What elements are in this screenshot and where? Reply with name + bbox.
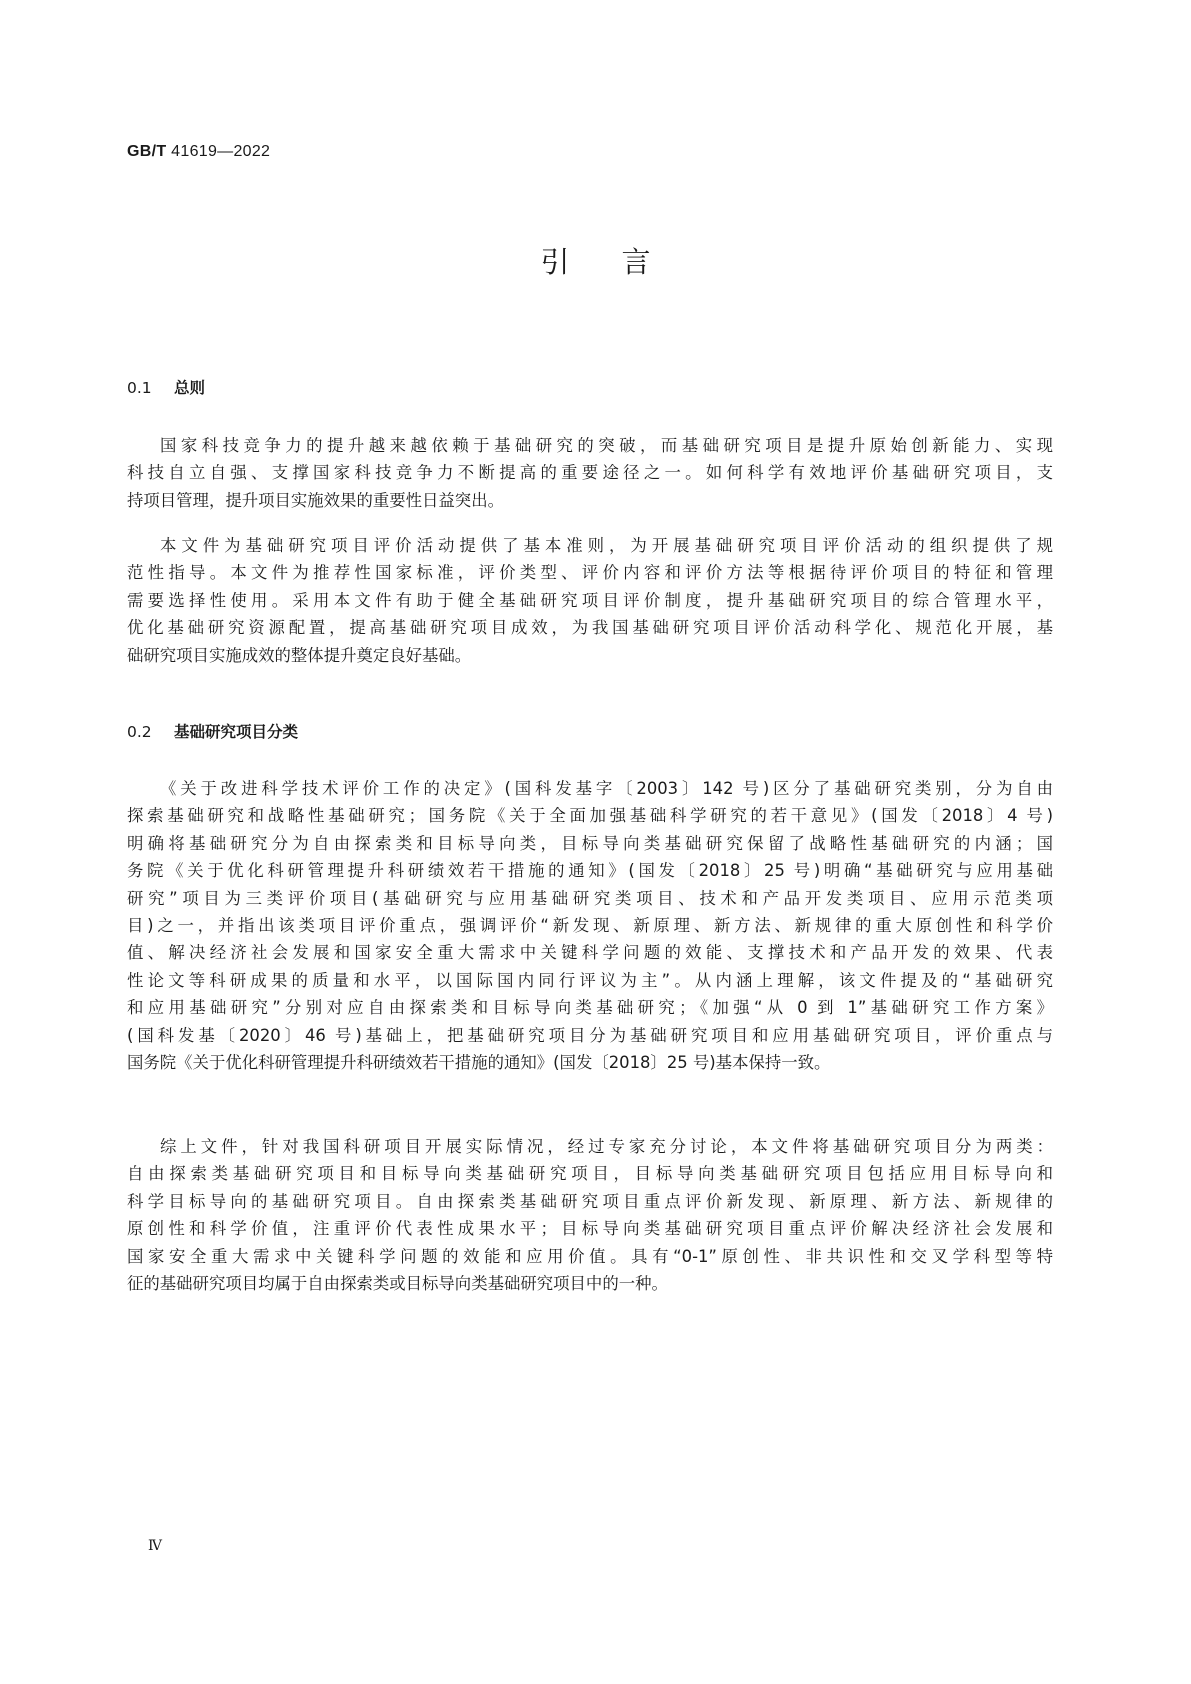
text-line: 征的基础研究项目均属于自由探索类或目标导向类基础研究项目中的一种。 xyxy=(127,1273,668,1293)
text-line: 科技自立自强、支撑国家科技竞争力不断提高的重要途径之一。如何科学有效地评价基础研究项目，支 xyxy=(127,463,1053,483)
section-title: 总则 xyxy=(174,379,206,397)
paragraph xyxy=(127,1133,1053,1297)
standard-number: 41619—2022 xyxy=(171,143,271,160)
text-line: 本文件为基础研究项目评价活动提供了基本准则，为开展基础研究项目评价活动的组织提供了规 xyxy=(160,536,1053,555)
text-line: 目)之一，并指出该类项目评价重点，强调评价“新发现、新原理、新方法、新规律的重大原创性和科学价 xyxy=(127,915,1053,935)
text-line: 综上文件，针对我国科研项目开展实际情况，经过专家充分讨论，本文件将基础研究项目分为两类： xyxy=(160,1137,1053,1156)
standard-prefix: GB/T xyxy=(127,143,167,160)
page-number: Ⅳ xyxy=(148,1538,162,1554)
text-line: 范性指导。本文件为推荐性国家标准，评价类型、评价内容和评价方法等根据待评价项目的特征和管理 xyxy=(127,563,1053,583)
section-title: 基础研究项目分类 xyxy=(174,723,299,741)
document-code xyxy=(127,143,270,161)
section-heading-classification xyxy=(127,720,298,742)
text-line: (国科发基〔2020〕46 号)基础上，把基础研究项目分为基础研究项目和应用基础研究项目，评价重点与 xyxy=(127,1025,1053,1045)
paragraph xyxy=(127,432,1053,514)
section-number: 0.1 xyxy=(127,379,152,397)
paragraph xyxy=(127,532,1053,669)
text-line: 础研究项目实施成效的整体提升奠定良好基础。 xyxy=(127,645,472,665)
text-line: 明确将基础研究分为自由探索类和目标导向类，目标导向类基础研究保留了战略性基础研究的内涵；国 xyxy=(127,833,1053,853)
text-line: 原创性和科学价值，注重评价代表性成果水平；目标导向类基础研究项目重点评价解决经济社会发展和 xyxy=(127,1219,1053,1239)
text-line: 务院《关于优化科研管理提升科研绩效若干措施的通知》(国发〔2018〕25 号)明确“基础研究与应用基础 xyxy=(127,861,1053,881)
text-line: 优化基础研究资源配置，提高基础研究项目成效，为我国基础研究项目评价活动科学化、规范化开展，基 xyxy=(127,618,1053,638)
section-heading-general xyxy=(127,376,205,398)
text-line: 《关于改进科学技术评价工作的决定》(国科发基字〔2003〕142 号)区分了基础研究类别，分为自由 xyxy=(160,779,1053,798)
page-title: 引言 xyxy=(540,245,703,279)
text-line: 研究”项目为三类评价项目(基础研究与应用基础研究类项目、技术和产品开发类项目、应用示范类项 xyxy=(127,888,1053,908)
text-line: 和应用基础研究”分别对应自由探索类和目标导向类基础研究；《加强“从 0 到 1”基础研究工作方案》 xyxy=(127,998,1053,1018)
text-line: 科学目标导向的基础研究项目。自由探索类基础研究项目重点评价新发现、新原理、新方法、新规律的 xyxy=(127,1191,1053,1211)
section-number: 0.2 xyxy=(127,723,152,741)
text-line: 自由探索类基础研究项目和目标导向类基础研究项目，目标导向类基础研究项目包括应用目标导向和 xyxy=(127,1164,1053,1184)
text-line: 国家科技竞争力的提升越来越依赖于基础研究的突破，而基础研究项目是提升原始创新能力、实现 xyxy=(160,436,1053,455)
text-line: 持项目管理，提升项目实施效果的重要性日益突出。 xyxy=(127,490,504,510)
text-line: 需要选择性使用。采用本文件有助于健全基础研究项目评价制度，提升基础研究项目的综合管理水平， xyxy=(127,590,1053,610)
text-line: 性论文等科研成果的质量和水平，以国际国内同行评议为主”。从内涵上理解，该文件提及的“基础研究 xyxy=(127,970,1053,990)
text-line: 国家安全重大需求中关键科学问题的效能和应用价值。具有“0-1”原创性、非共识性和交叉学科型等特 xyxy=(127,1246,1053,1266)
text-line: 值、解决经济社会发展和国家安全重大需求中关键科学问题的效能、支撑技术和产品开发的效果、代表 xyxy=(127,943,1053,963)
text-line: 探索基础研究和战略性基础研究；国务院《关于全面加强基础科学研究的若干意见》(国发〔2018〕4 号) xyxy=(127,806,1053,826)
paragraph xyxy=(127,775,1053,1076)
text-line: 国务院《关于优化科研管理提升科研绩效若干措施的通知》(国发〔2018〕25 号)基本保持一致。 xyxy=(127,1052,831,1072)
